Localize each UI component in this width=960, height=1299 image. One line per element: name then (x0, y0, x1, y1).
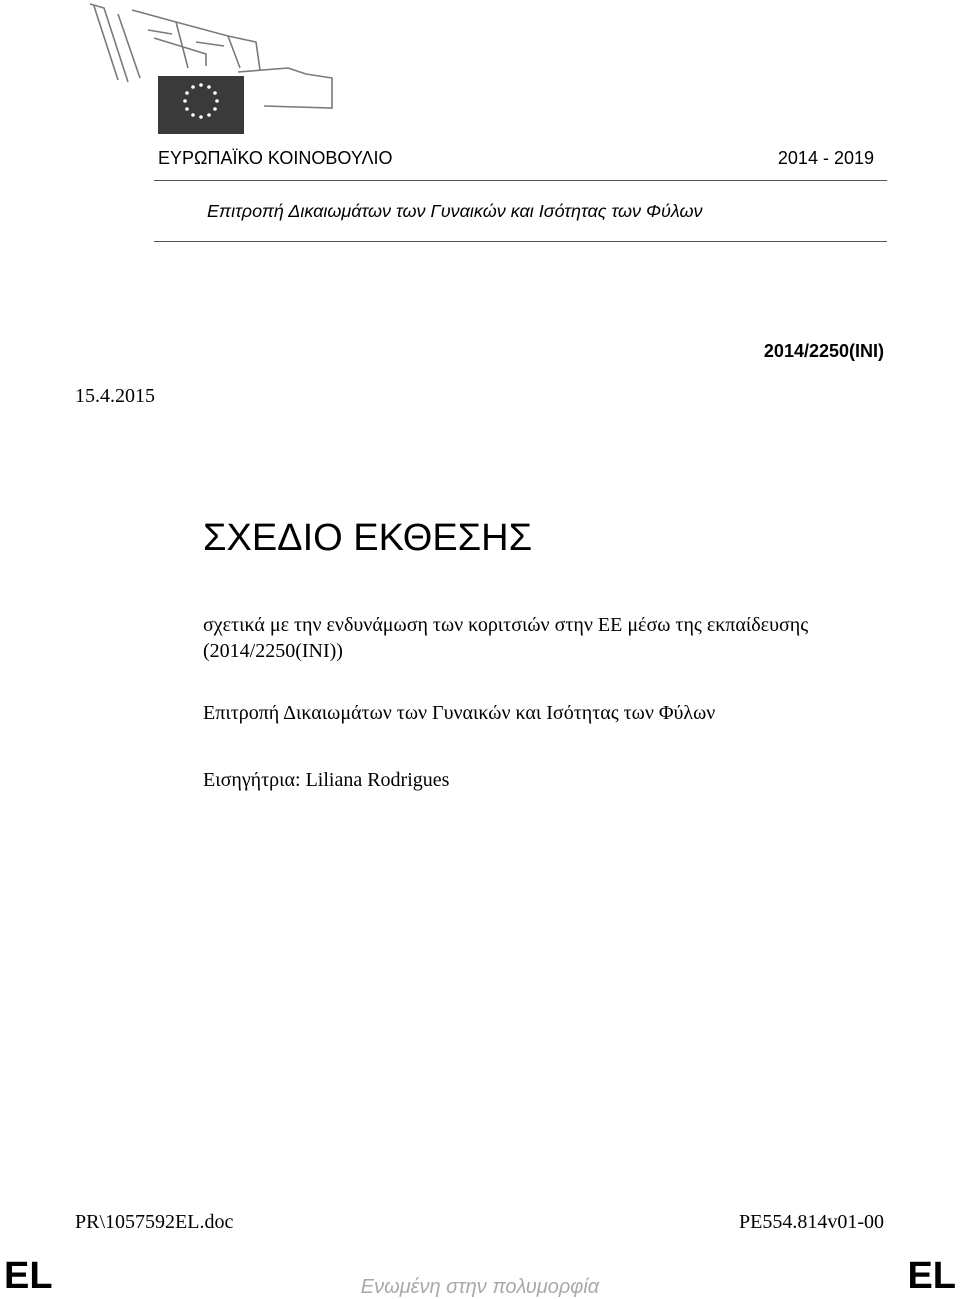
header-divider-bottom (154, 241, 887, 242)
document-subject: σχετικά με την ενδυνάμωση των κοριτσιών στην ΕΕ μέσω της εκπαίδευσης (2014/2250(INI)) (203, 614, 809, 662)
eu-motto: Ενωμένη στην πολυμορφία (360, 1276, 600, 1298)
committee-name: Επιτροπή Δικαιωμάτων των Γυναικών και Ισότητας των Φύλων (203, 702, 716, 724)
language-code-left: EL (4, 1255, 53, 1297)
language-code-right: EL (907, 1255, 956, 1297)
document-file-reference: PR\1057592EL.doc (75, 1211, 234, 1233)
committee-header: Επιτροπή Δικαιωμάτων των Γυναικών και Ισότητας των Φύλων (207, 201, 703, 221)
document-date: 15.4.2015 (75, 385, 155, 407)
pe-reference: PE554.814v01-00 (739, 1211, 884, 1233)
institution-name: ΕΥΡΩΠΑΪΚΟ ΚΟΙΝΟΒΟΥΛΙΟ (158, 148, 393, 168)
header-divider (154, 180, 887, 181)
rapporteur: Εισηγήτρια: Liliana Rodrigues (203, 769, 450, 791)
parliamentary-term: 2014 - 2019 (777, 148, 874, 168)
european-parliament-logo (88, 2, 338, 140)
document-title: ΣΧΕΔΙΟ ΕΚΘΕΣΗΣ (203, 517, 533, 559)
procedure-reference: 2014/2250(INI) (763, 341, 884, 361)
